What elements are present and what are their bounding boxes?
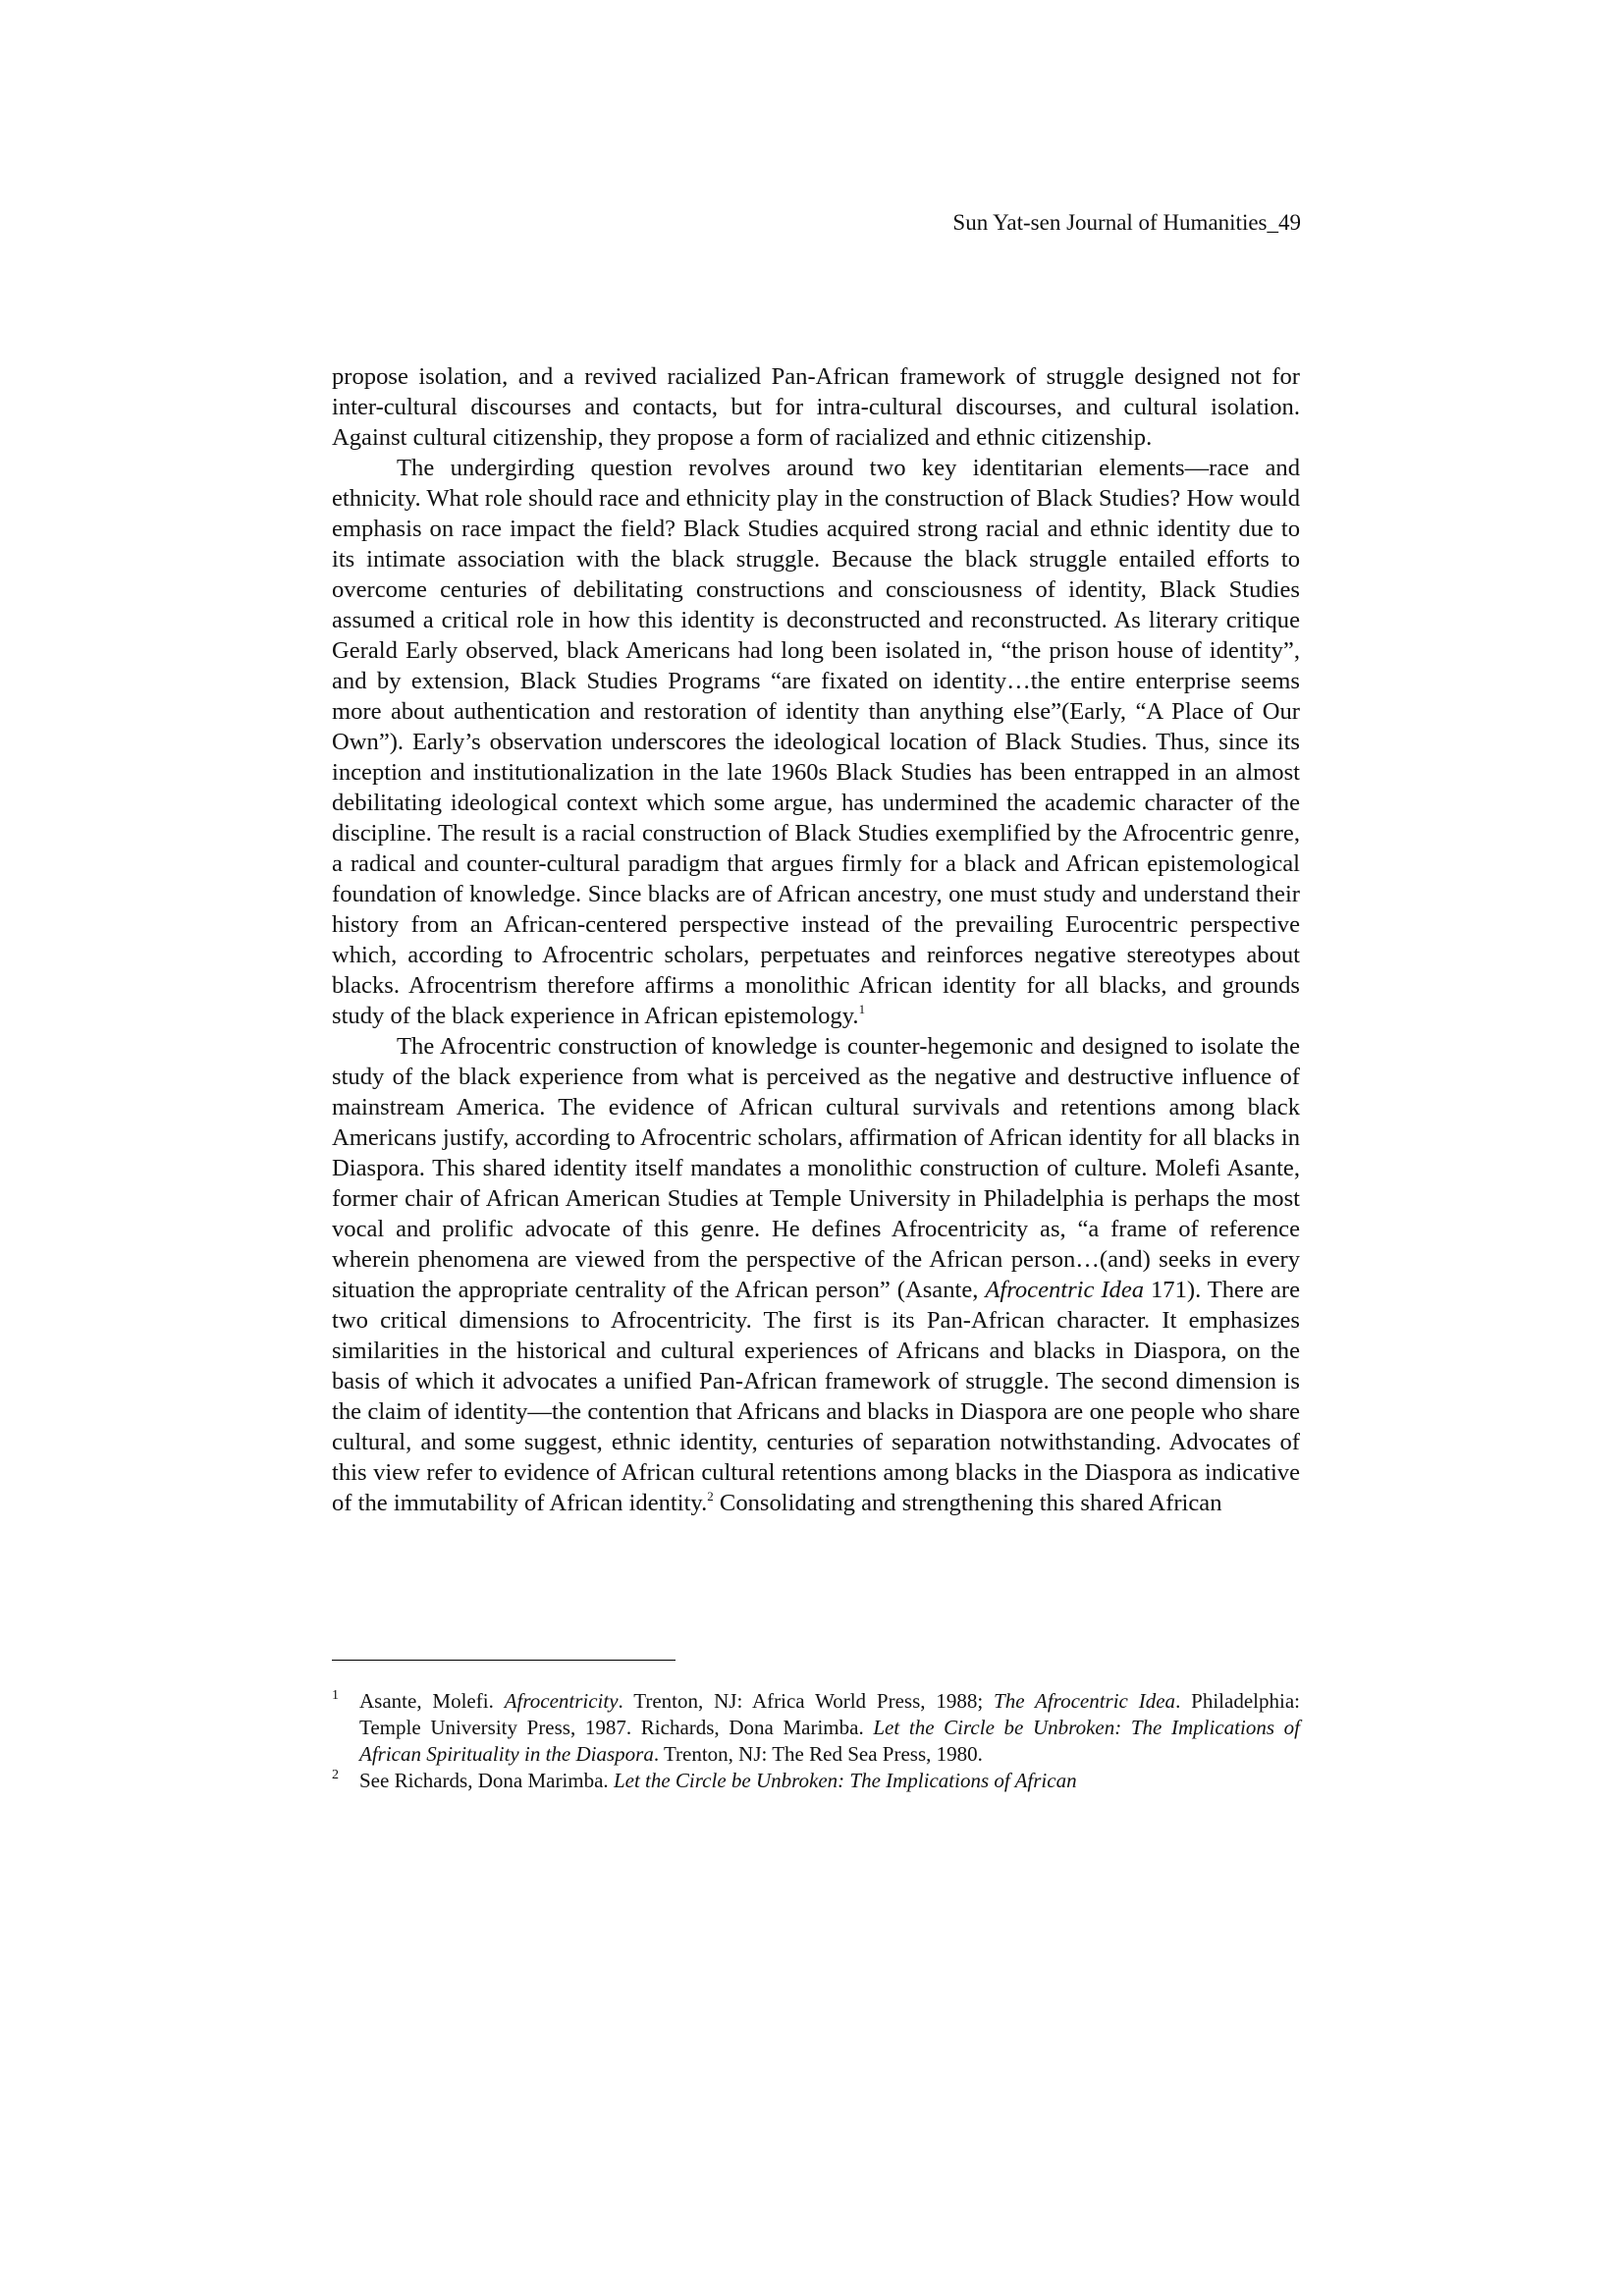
footnote-rule	[332, 1660, 676, 1661]
paragraph	[332, 453, 1300, 1031]
paragraph-text: The Afrocentric construction of knowledge is counter-hegemonic and designed to isolate the study of the black experience from what is perceived as the negative and destructive influence of mainstream America. The evidence of African cultural survivals and retentions among black Americans justify, according to Afrocentric scholars, affirmation of African identity for all blacks in Diaspora. This shared identity itself mandates a monolithic construction of culture. Molefi Asante, former chair of African American Studies at Temple University in Philadelphia is perhaps the most vocal and prolific advocate of this genre. He defines Afrocentricity as, “a frame of reference wherein phenomena are viewed from the perspective of the African person…(and) seeks in every situation the appropriate centrality of the African person” (Asante,	[332, 1033, 1300, 1303]
footnote-ref: 1	[858, 1002, 866, 1016]
footnote-text: See Richards, Dona Marimba. Let the Circle be Unbroken: The Implications of African	[359, 1769, 1077, 1792]
paragraph-text: The undergirding question revolves around two key identitarian elements—race and ethnicity. What role should race and ethnicity play in the construction of Black Studies? How would emphasis on race impact the field? Black Studies acquired strong racial and ethnic identity due to its intimate association with the black struggle. Because the black struggle entailed efforts to overcome centuries of debilitating constructions and consciousness of identity, Black Studies assumed a critical role in how this identity is deconstructed and reconstructed. As literary critique Gerald Early observed, black Americans had long been isolated in, “the prison house of identity”, and by extension, Black Studies Programs “are fixated on identity…the entire enterprise seems more about authentication and restoration of identity than anything else”(Early, “A Place of Our Own”). Early’s observation underscores the ideological location of Black Studies. Thus, since its inception and institutionalization in the late 1960s Black Studies has been entrapped in an almost debilitating ideological context which some argue, has undermined the academic character of the discipline. The result is a racial construction of Black Studies exemplified by the Afrocentric genre, a radical and counter-cultural paradigm that argues firmly for a black and African epistemological foundation of knowledge. Since blacks are of African ancestry, one must study and understand their history from an African-centered perspective instead of the prevailing Eurocentric perspective which, according to Afrocentric scholars, perpetuates and reinforces negative stereotypes about blacks. Afrocentrism therefore affirms a monolithic African identity for all blacks, and grounds study of the black experience in African epistemology.	[332, 455, 1300, 1029]
body-text	[332, 361, 1300, 1518]
footnotes	[332, 1660, 1300, 1794]
running-head: Sun Yat-sen Journal of Humanities_49	[952, 210, 1301, 235]
paragraph-text: 171). There are two critical dimensions to Afrocentricity. The first is its Pan-African character. It emphasizes similarities in the historical and cultural experiences of Africans and blacks in Diaspora, on the basis of which it advocates a unified Pan-African framework of struggle. The second dimension is the claim of identity—the contention that Africans and blacks in Diaspora are one people who share cultural, and some suggest, ethnic identity, centuries of separation notwithstanding. Advocates of this view refer to evidence of African cultural retentions among blacks in the Diaspora as indicative of the immutability of African identity.	[332, 1277, 1301, 1516]
footnote	[332, 1688, 1300, 1768]
citation-title: Afrocentric Idea	[985, 1277, 1145, 1303]
paragraph	[332, 1031, 1300, 1518]
footnote-ref: 2	[707, 1489, 714, 1503]
paragraph-text: Consolidating and strengthening this shared African	[713, 1490, 1222, 1516]
paragraph	[332, 361, 1300, 453]
footnote-number: 1	[332, 1688, 339, 1703]
footnote	[332, 1768, 1300, 1794]
paragraph-text: propose isolation, and a revived racialized Pan-African framework of struggle designed not for inter-cultural discourses and contacts, but for intra-cultural discourses, and cultural isolation. Against cultural citizenship, they propose a form of racialized and ethnic citizenship.	[332, 363, 1300, 451]
footnote-text: Asante, Molefi. Afrocentricity. Trenton, NJ: Africa World Press, 1988; The Afrocentric Idea. Philadelphia: Temple University Press, 1987. Richards, Dona Marimba. Let the Circle be Unbroken: The Implications of African Spirituality in the Diaspora. Trenton, NJ: The Red Sea Press, 1980.	[359, 1689, 1300, 1766]
footnote-number: 2	[332, 1768, 339, 1782]
